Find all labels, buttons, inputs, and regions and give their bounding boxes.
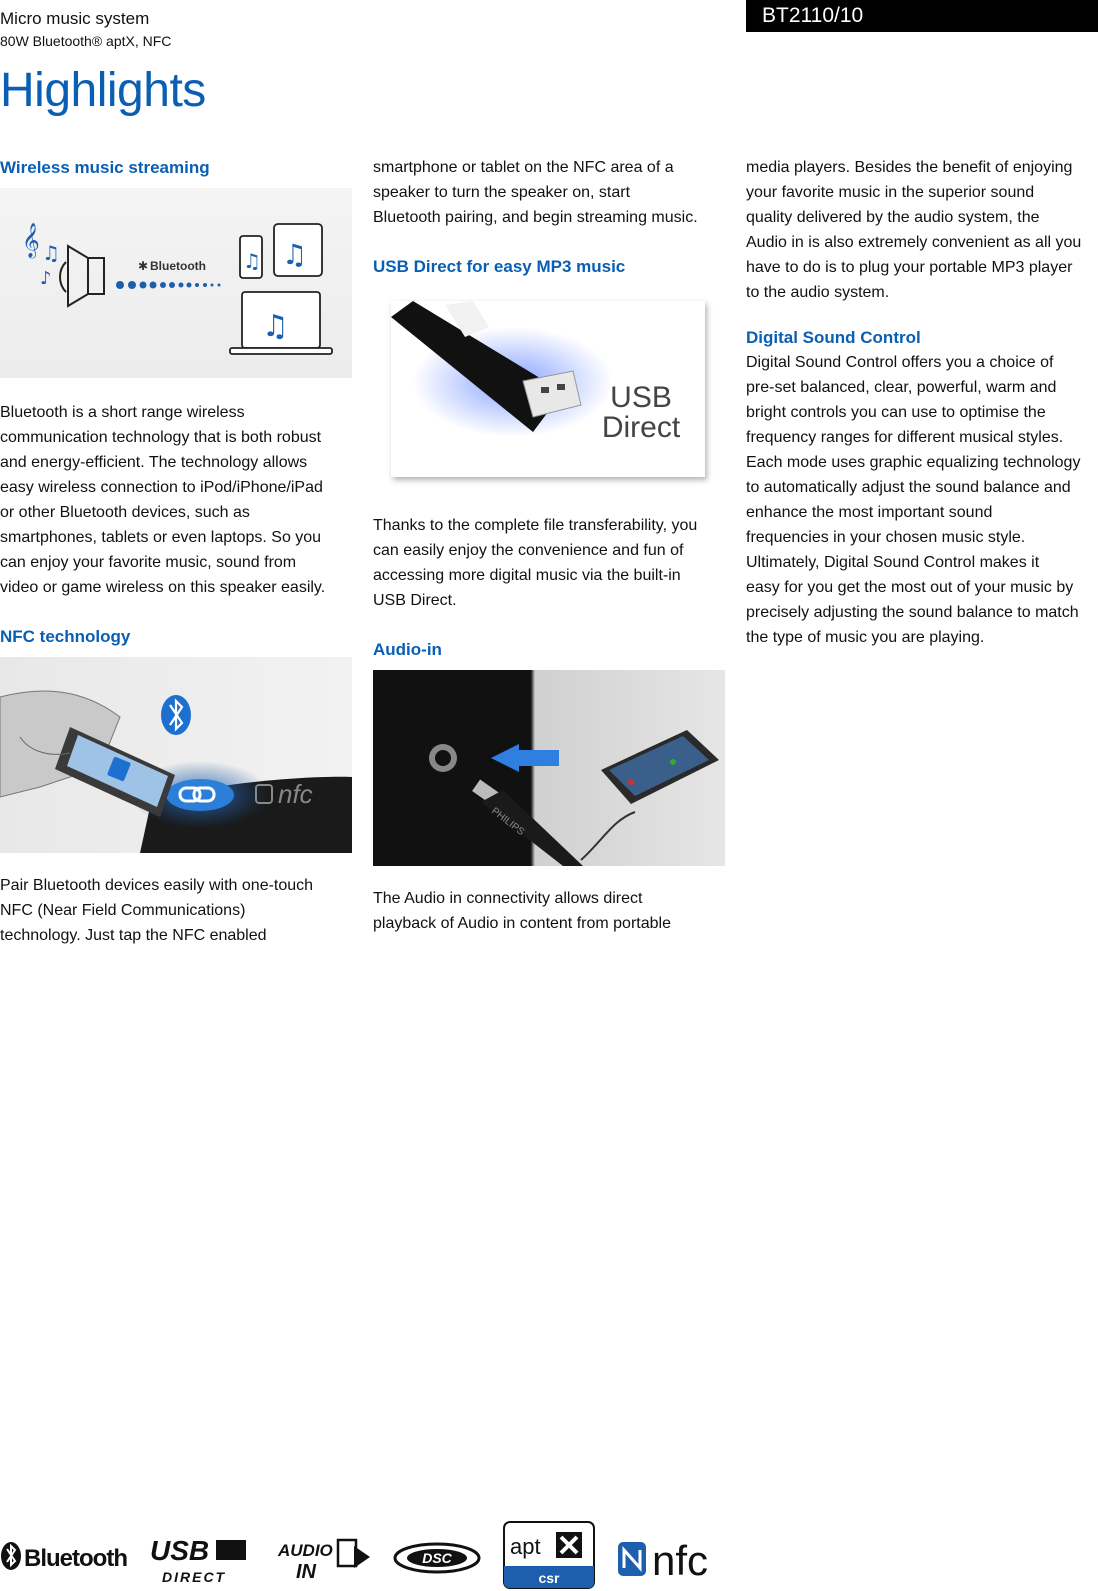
bluetooth-streaming-illustration (0, 188, 352, 378)
nfc-logo-icon (618, 1537, 708, 1584)
svg-text:nfc: nfc (278, 779, 313, 809)
svg-text:AUDIO: AUDIO (278, 1541, 333, 1560)
heading-wireless-music-streaming: Wireless music streaming (0, 158, 210, 177)
tablet-icon (274, 224, 322, 276)
svg-text:DSC: DSC (422, 1550, 452, 1566)
audio-in-logo-icon (277, 1540, 370, 1583)
svg-text:USB: USB (150, 1535, 210, 1566)
svg-text:DIRECT: DIRECT (162, 1569, 227, 1585)
svg-text:♫: ♫ (243, 249, 261, 273)
model-badge: BT2110/10 (746, 0, 1098, 32)
bluetooth-badge-icon (161, 695, 191, 735)
bluetooth-logo-icon (1, 1542, 127, 1572)
svg-text:♪: ♪ (40, 268, 52, 289)
audio-jack-port-icon (429, 744, 457, 772)
feature-logos (0, 1520, 740, 1590)
paragraph-digital-sound-control: Digital Sound Control offers you a choice of pre-set balanced, clear, powerful, warm and bright controls you can use to optimise the frequency ranges for different musical styles. Each mode uses graphic equalizing technology to automatically adjust the sound balance and enhance the most important sound frequencies in your chosen music style. Ultimately, Digital Sound Control makes it easy for you get the most out of your music by precisely adjusting the sound balance to match the type of music you are playing. (746, 354, 1081, 646)
svg-text:csr: csr (538, 1570, 560, 1586)
paragraph-usb: Thanks to the complete file transferability, you can easily enjoy the convenience and fun of accessing more digital music via the built-in USB Direct. (373, 517, 698, 609)
svg-text:apt: apt (510, 1534, 541, 1559)
aptx-csr-logo-icon (504, 1522, 594, 1588)
phone-icon (240, 236, 262, 278)
svg-text:♫: ♫ (282, 238, 308, 271)
column-1 (0, 155, 352, 948)
svg-text:USB: USB (610, 381, 672, 414)
svg-text:Bluetooth: Bluetooth (24, 1545, 127, 1572)
heading-usb-direct: USB Direct for easy MP3 music (373, 257, 626, 276)
nfc-illustration (0, 657, 352, 853)
svg-text:nfc: nfc (652, 1537, 709, 1584)
laptop-icon (230, 292, 332, 354)
svg-text:PHILIPS: PHILIPS (489, 805, 527, 838)
svg-text:𝄞: 𝄞 (22, 223, 40, 258)
svg-text:Bluetooth: Bluetooth (150, 259, 206, 273)
heading-nfc-technology: NFC technology (0, 627, 131, 646)
svg-text:♫: ♫ (42, 241, 60, 265)
svg-text:♫: ♫ (262, 309, 289, 344)
svg-text:✱: ✱ (138, 259, 149, 273)
paragraph-audio-in-continued: media players. Besides the benefit of enjoying your favorite music in the superior sound quality delivered by the audio system, the Audio in is also extremely convenient as all you have to do is to plug your portable MP3 player to the audio system. (746, 159, 1082, 301)
product-subtitle: 80W Bluetooth® aptX, NFC (0, 33, 172, 49)
column-2 (373, 155, 725, 936)
page-title: Highlights (0, 64, 206, 117)
svg-text:Direct: Direct (601, 411, 681, 444)
audio-in-illustration (373, 670, 725, 866)
product-name: Micro music system (0, 9, 150, 28)
paragraph-audio-in: The Audio in connectivity allows direct playback of Audio in content from portable (373, 890, 671, 932)
usb-direct-logo-icon (150, 1535, 246, 1585)
heading-audio-in: Audio-in (373, 640, 442, 659)
usb-direct-illustration (373, 287, 725, 487)
heading-digital-sound-control: Digital Sound Control (746, 328, 921, 347)
column-3 (746, 155, 1098, 650)
svg-text:IN: IN (296, 1561, 316, 1583)
dsc-logo-icon (395, 1544, 479, 1572)
paragraph-nfc: Pair Bluetooth devices easily with one-touch NFC (Near Field Communications) technology. Just tap the NFC enabled (0, 877, 314, 944)
paragraph-wireless: Bluetooth is a short range wireless communication technology that is both robust and energy-efficient. The technology allows easy wireless connection to iPod/iPhone/iPad or other Bluetooth devices, such as smartphones, tablets or even laptops. So you can enjoy your favorite music, sound from video or game wireless on this speaker easily. (0, 404, 326, 596)
paragraph-nfc-continued: smartphone or tablet on the NFC area of a speaker to turn the speaker on, start Bluetooth pairing, and begin streaming music. (373, 159, 698, 226)
